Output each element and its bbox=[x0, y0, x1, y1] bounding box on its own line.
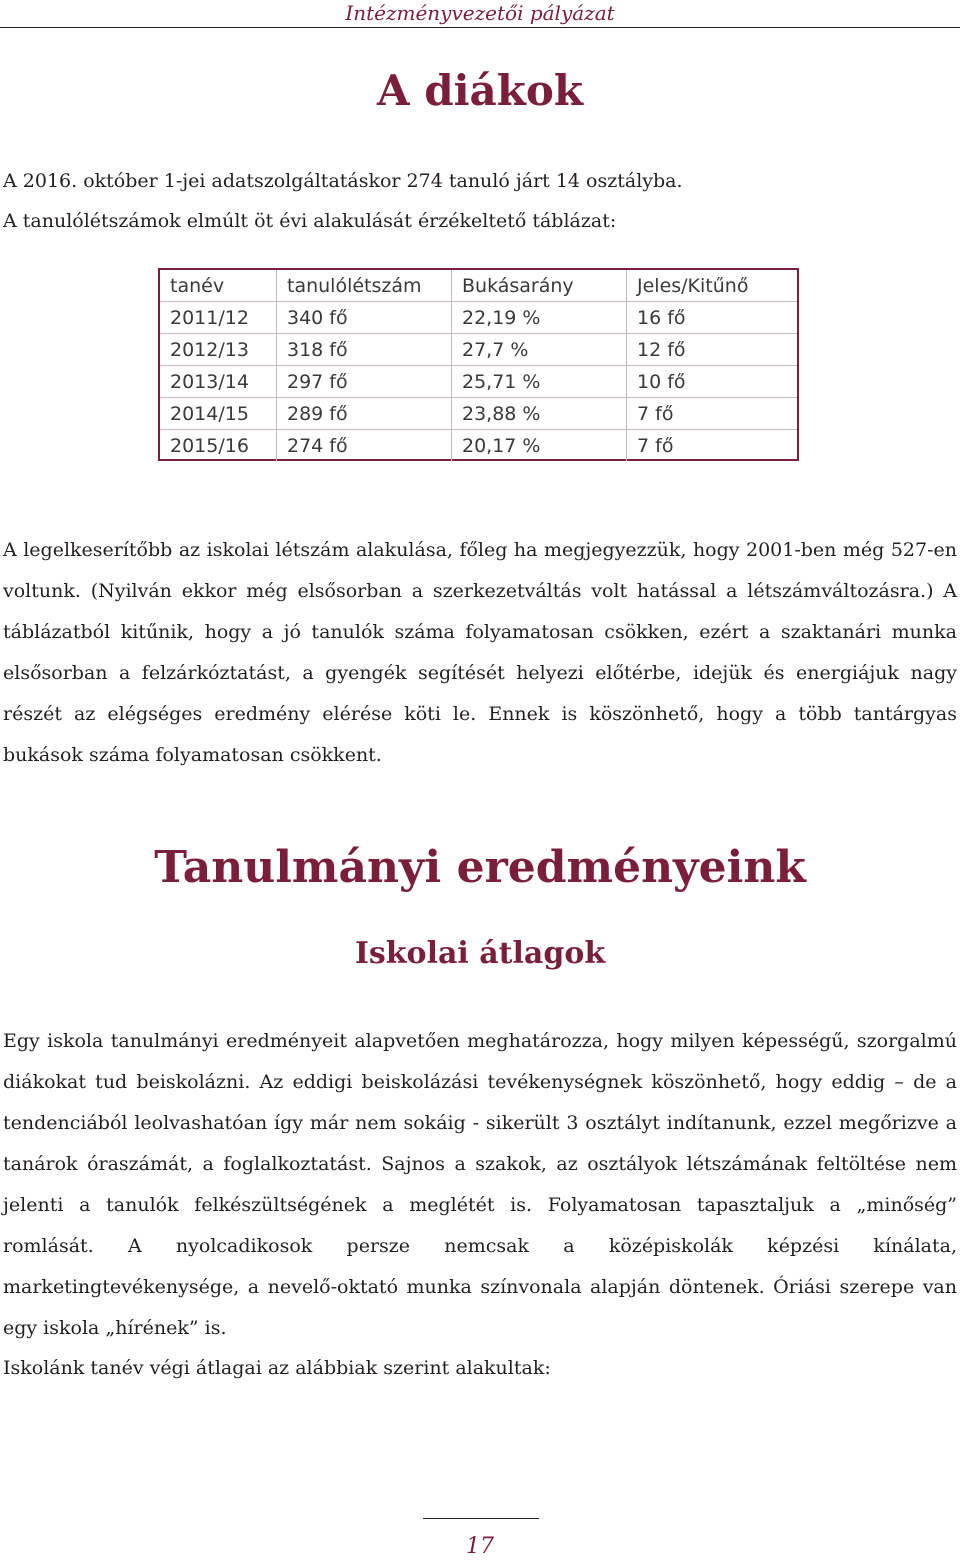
table-cell: 2011/12 bbox=[160, 302, 277, 334]
table-cell: 2012/13 bbox=[160, 334, 277, 366]
page-number: 17 bbox=[466, 1534, 494, 1559]
table-row bbox=[160, 398, 797, 430]
section-title-students: A diákok bbox=[377, 66, 583, 115]
table-header-row bbox=[160, 270, 797, 302]
table-cell: 16 fő bbox=[627, 302, 798, 334]
section-title-academic-results: Tanulmányi eredményeink bbox=[154, 842, 806, 893]
table-cell: 27,7 % bbox=[452, 334, 627, 366]
header-cell-failure-rate: Bukásarány bbox=[452, 270, 627, 302]
table-cell: 25,71 % bbox=[452, 366, 627, 398]
table-row bbox=[160, 302, 797, 334]
footer-divider bbox=[423, 1518, 539, 1519]
subsection-title-school-averages: Iskolai átlagok bbox=[354, 936, 606, 971]
intro-line-2: A tanulólétszámok elmúlt öt évi alakulását érzékeltető táblázat: bbox=[3, 210, 617, 232]
table-cell: 12 fő bbox=[627, 334, 798, 366]
table-cell: 2013/14 bbox=[160, 366, 277, 398]
table-cell: 7 fő bbox=[627, 398, 798, 430]
table-cell: 2015/16 bbox=[160, 430, 277, 462]
paragraph-averages-intro: Iskolánk tanév végi átlagai az alábbiak szerint alakultak: bbox=[3, 1357, 551, 1379]
header-cell-excellent: Jeles/Kitűnő bbox=[627, 270, 798, 302]
table-cell: 23,88 % bbox=[452, 398, 627, 430]
table-row bbox=[160, 430, 797, 462]
table-cell: 22,19 % bbox=[452, 302, 627, 334]
table-row bbox=[160, 366, 797, 398]
table-cell: 7 fő bbox=[627, 430, 798, 462]
header-cell-year: tanév bbox=[160, 270, 277, 302]
header-cell-headcount: tanulólétszám bbox=[277, 270, 452, 302]
table-cell: 10 fő bbox=[627, 366, 798, 398]
table-cell: 340 fő bbox=[277, 302, 452, 334]
table-row bbox=[160, 334, 797, 366]
table-cell: 318 fő bbox=[277, 334, 452, 366]
table-cell: 297 fő bbox=[277, 366, 452, 398]
paragraph-academic-results: Egy iskola tanulmányi eredményeit alapvetően meghatározza, hogy milyen képességű, szorgalmú diákokat tud beiskolázni. Az eddigi beiskolázási tevékenységnek köszönhető, hogy eddig – de a tendenciából leolvashatóan így már nem sokáig - sikerült 3 osztályt indítanunk, ezzel megőrizve a tanárok óraszámát, a foglalkoztatást. Sajnos a szakok, az osztályok létszámának feltöltése nem jelenti a tanulók felkészültségének a meglétét is. Folyamatosan tapasztaljuk a „minőség” romlását. A nyolcadikosok persze nemcsak a középiskolák képzési kínálata, marketingtevékenysége, a nevelő-oktató munka színvonala alapján döntenek. Óriási szerepe van egy iskola „hírének” is. bbox=[3, 1030, 957, 1339]
table-cell: 2014/15 bbox=[160, 398, 277, 430]
table-cell: 20,17 % bbox=[452, 430, 627, 462]
paragraph-enrollment-analysis: A legelkeserítőbb az iskolai létszám alakulása, főleg ha megjegyezzük, hogy 2001-ben még 527-en voltunk. (Nyilván ekkor még elsősorban a szerkezetváltás volt hatással a létszámváltozásra.) A táblázatból kitűnik, hogy a jó tanulók száma folyamatosan csökken, ezért a szaktanári munka elsősorban a felzárkóztatást, a gyengék segítését helyezi előtérbe, idejük és energiájuk nagy részét az elégséges eredmény elérése köti le. Ennek is köszönhető, hogy a több tantárgyas bukások száma folyamatosan csökkent. bbox=[3, 539, 957, 766]
running-header: Intézményvezetői pályázat bbox=[0, 0, 960, 28]
table-cell: 274 fő bbox=[277, 430, 452, 462]
intro-text bbox=[3, 161, 957, 241]
student-stats-table bbox=[158, 268, 799, 461]
table-cell: 289 fő bbox=[277, 398, 452, 430]
intro-line-1: A 2016. október 1-jei adatszolgáltatáskor 274 tanuló járt 14 osztályba. bbox=[3, 170, 683, 192]
